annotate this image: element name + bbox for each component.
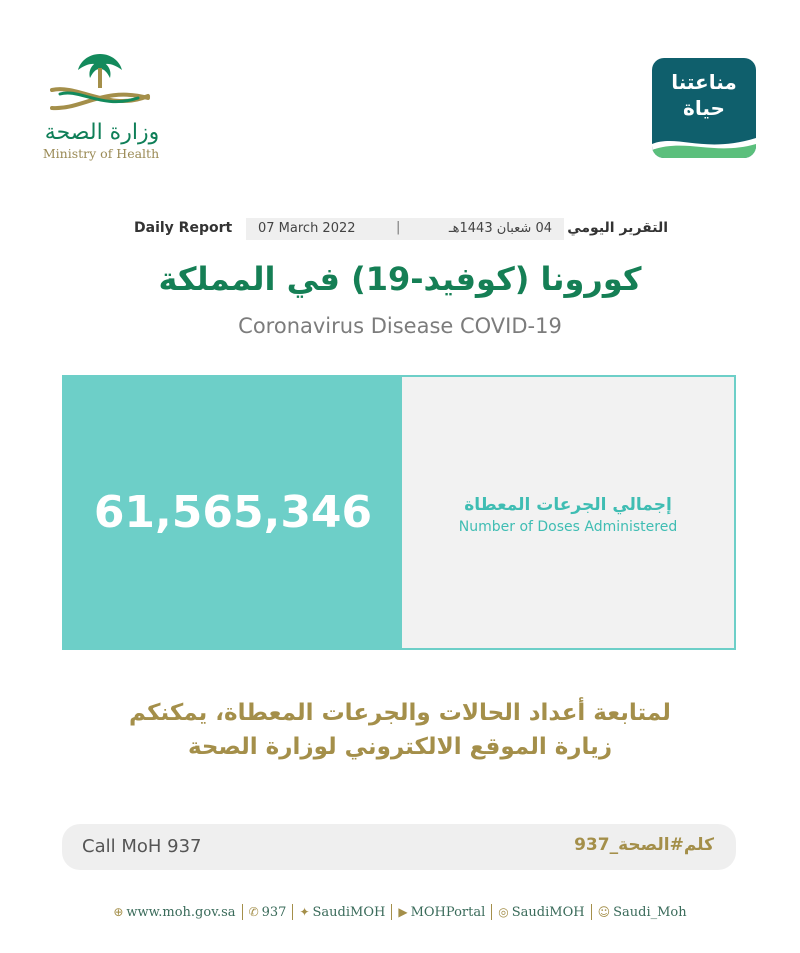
ministry-logo	[30, 50, 170, 170]
wave-icon	[652, 128, 756, 158]
date-separator: |	[396, 220, 401, 235]
footer-link-twitter[interactable]	[293, 905, 391, 920]
footer-link-youtube[interactable]	[392, 905, 491, 920]
instagram-icon: ◎	[498, 905, 509, 919]
footer-link-text: MOHPortal	[410, 904, 486, 920]
doses-label-arabic: إجمالي الجرعات المعطاة	[464, 495, 672, 515]
campaign-badge	[652, 58, 756, 158]
youtube-icon: ▶	[398, 905, 408, 919]
call-english: Call MoH 937	[82, 836, 202, 857]
ministry-name-arabic: وزارة الصحة	[44, 120, 160, 145]
doses-label-box	[402, 377, 734, 648]
footer-link-text: Saudi_Moh	[613, 904, 687, 920]
page-title-arabic: كورونا (كوفيد-19) في المملكة	[158, 260, 642, 298]
footer-link-text: 937	[261, 904, 287, 920]
call-bar	[62, 824, 736, 870]
doses-value: 61,565,346	[64, 377, 402, 648]
footer-link-text: SaudiMOH	[511, 904, 585, 920]
footer-link-instagram[interactable]	[492, 905, 590, 920]
phone-icon: ✆	[248, 905, 259, 919]
footer-link-text: www.moh.gov.sa	[126, 904, 236, 920]
globe-icon: ⊕	[113, 905, 124, 919]
info-message-line-2: زيارة الموقع الالكتروني لوزارة الصحة	[187, 734, 613, 760]
twitter-icon: ✦	[299, 905, 310, 919]
footer-link-snapchat[interactable]	[592, 905, 693, 920]
report-label-arabic: التقرير اليومي	[567, 220, 668, 236]
footer-link-phone[interactable]	[243, 905, 293, 920]
footer-link-text: SaudiMOH	[312, 904, 386, 920]
call-hashtag: كلم#الصحة_937	[574, 835, 714, 855]
report-label-english: Daily Report	[134, 220, 233, 236]
doses-stat-panel	[62, 375, 736, 650]
report-line	[134, 218, 668, 240]
page-title-english: Coronavirus Disease COVID-19	[238, 314, 562, 338]
gregorian-date: 07 March 2022	[258, 221, 356, 236]
ministry-name-english: Ministry of Health	[42, 146, 160, 161]
hijri-date: 04 شعبان 1443هـ	[448, 221, 552, 236]
footer-links	[0, 900, 800, 924]
report-date-box	[246, 218, 564, 240]
badge-line-2: حياة	[683, 96, 725, 120]
palm-swords-icon	[48, 50, 152, 120]
snapchat-icon: ☺	[597, 905, 611, 919]
doses-label-english: Number of Doses Administered	[458, 519, 678, 535]
badge-line-1: مناعتنا	[671, 70, 737, 94]
footer-link-website[interactable]	[107, 905, 241, 920]
info-message-line-1: لمتابعة أعداد الحالات والجرعات المعطاة، يمكنكم	[129, 700, 671, 726]
